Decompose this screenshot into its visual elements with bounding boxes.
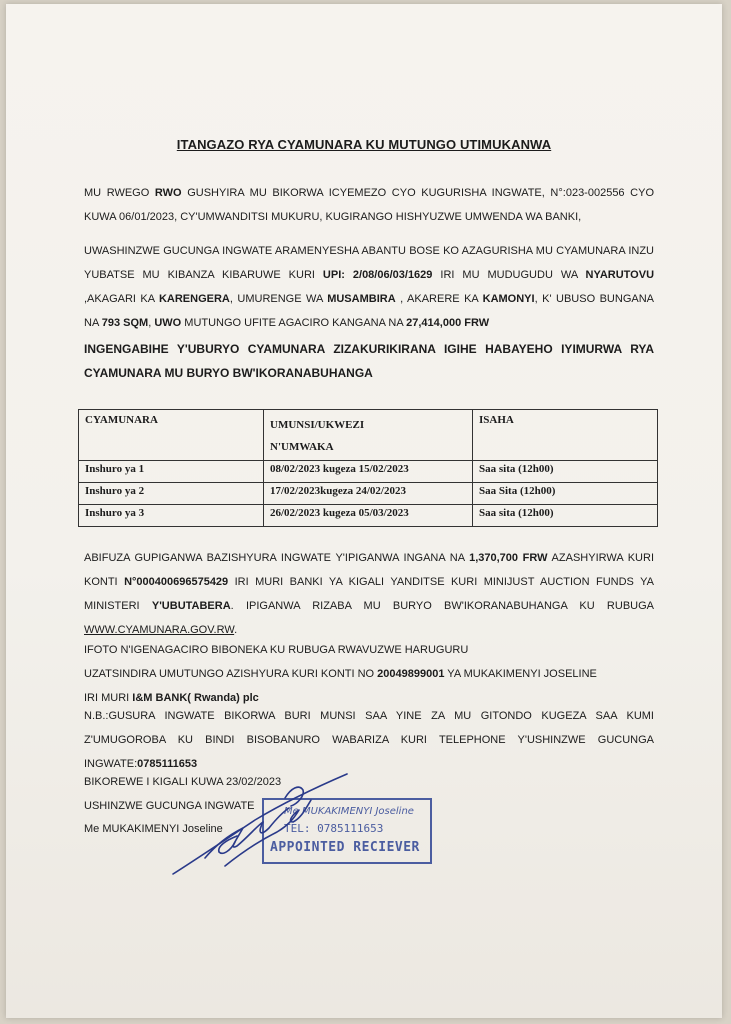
cell-name: KARENGERA (158, 293, 230, 305)
cell-round: Inshuro ya 2 (79, 483, 264, 505)
text: . (234, 624, 238, 636)
bank-name: I&M BANK( Rwanda) plc (132, 692, 259, 704)
text: ,AKAGARI KA (84, 293, 159, 305)
auction-schedule-table (78, 409, 658, 527)
header-date (264, 410, 473, 461)
property-value: 27,414,000 FRW (406, 317, 490, 329)
sector-name: MUSAMBIRA (327, 293, 396, 305)
cell-dates: 08/02/2023 kugeza 15/02/2023 (264, 461, 473, 483)
text-bold: Y'UBUTABERA (151, 600, 231, 612)
text: . IPIGANWA RIZABA MU BURYO BW'IKORANABUHANGA KU RUBUGA (230, 600, 654, 612)
paragraph-visit-note (84, 704, 654, 776)
cell-time: Saa sita (12h00) (473, 461, 658, 483)
cell-time: Saa sita (12h00) (473, 505, 658, 527)
paragraph-property-description (84, 239, 654, 335)
table-row (79, 461, 658, 483)
cell-time: Saa Sita (12h00) (473, 483, 658, 505)
text: , (148, 317, 155, 329)
text: UWASHINZWE GUCUNGA INGWATE ARAMENYESHA ABANTU BOSE KO AZAGURISHA MU CYAMUNARA INZU YUBATSE MU KIBANZA KIBARUWE KURI (84, 245, 654, 281)
header-date-line1: UMUNSI/UKWEZI (270, 419, 365, 431)
signing-date: BIKOREWE I KIGALI KUWA 23/02/2023 (84, 776, 282, 788)
text: IRI MU MUDUGUDU WA (432, 269, 586, 281)
plot-area: 793 SQM (101, 317, 149, 329)
winner-account: 20049899001 (377, 668, 445, 680)
upi-number: UPI: 2/08/06/03/1629 (322, 269, 433, 281)
text: , UMURENGE WA (229, 293, 328, 305)
document-title: ITANGAZO RYA CYAMUNARA KU MUTUNGO UTIMUKANWA (176, 137, 552, 152)
stamp-phone: TEL: 0785111653 (284, 822, 384, 835)
paragraph-photos: IFOTO N'IGENAGACIRO BIBONEKA KU RUBUGA RWAVUZWE HARUGURU (84, 644, 469, 656)
text: UZATSINDIRA UMUTUNGO AZISHYURA KURI KONTI NO (84, 668, 378, 680)
text: AZASHYIRWA KURI KONTI (84, 552, 654, 588)
header-date-line2: N'UMWAKA (270, 441, 334, 453)
paragraph-winner-payment (84, 662, 654, 686)
paragraph-bid-deposit (84, 546, 654, 642)
cell-dates: 17/02/2023kugeza 24/02/2023 (264, 483, 473, 505)
text: ABIFUZA GUPIGANWA BAZISHYURA INGWATE Y'IPIGANWA INGANA NA (84, 552, 470, 564)
paragraph-court-order (84, 181, 654, 229)
text: GUSHYIRA MU BIKORWA ICYEMEZO CYO KUGURISHA INGWATE, N°:023-002556 CYO KUWA 06/01/2023, CY'UMWANDITSI MUKURU, KUGIRANGO HISHYUZWE UMWENDA WA BANKI, (84, 187, 655, 223)
signer-name: Me MUKAKIMENYI Joseline (84, 823, 223, 835)
stamp-title: APPOINTED RECIEVER (270, 840, 420, 855)
text-bold: UWO (154, 317, 182, 329)
header-time: ISAHA (473, 410, 658, 461)
text: IRI MURI (84, 692, 133, 704)
table-row (79, 505, 658, 527)
village-name: NYARUTOVU (585, 269, 655, 281)
signer-role: USHINZWE GUCUNGA INGWATE (84, 800, 255, 812)
text: MU RWEGO (84, 187, 155, 199)
header-cyamunara: CYAMUNARA (79, 410, 264, 461)
handwritten-signature (165, 770, 365, 880)
district-name: KAMONYI (482, 293, 535, 305)
phone-number: 0785111653 (137, 758, 198, 770)
text: MUTUNGO UFITE AGACIRO KANGANA NA (181, 317, 407, 329)
cell-dates: 26/02/2023 kugeza 05/03/2023 (264, 505, 473, 527)
table-row (79, 483, 658, 505)
cell-round: Inshuro ya 1 (79, 461, 264, 483)
website-link[interactable]: WWW.CYAMUNARA.GOV.RW (84, 624, 235, 636)
text: , AKARERE KA (395, 293, 483, 305)
table-header-row (79, 410, 658, 461)
cell-round: Inshuro ya 3 (79, 505, 264, 527)
text: , K' UBUSO BUNGANA NA (84, 293, 654, 329)
deposit-account: N°000400696575429 (124, 576, 229, 588)
text-bold: RWO (154, 187, 182, 199)
paragraph-schedule-heading: INGENGABIHE Y'UBURYO CYAMUNARA ZIZAKURIKIRANA IGIHE HABAYEHO IYIMURWA RYA CYAMUNARA MU BURYO BW'IKORANABUHANGA (84, 342, 654, 380)
text: N.B.:GUSURA INGWATE BIKORWA BURI MUNSI SAA YINE ZA MU GITONDO KUGEZA SAA KUMI Z'UMUGOROBA KU BINDI BISOBANURO WABARIZA KURI TELEPHONE Y'USHINZWE GUCUNGA INGWATE: (84, 710, 654, 770)
stamp-name: Me MUKAKIMENYI Joseline (284, 806, 414, 817)
deposit-amount: 1,370,700 FRW (469, 552, 548, 564)
text: YA MUKAKIMENYI JOSELINE (444, 668, 597, 680)
text: IRI MURI BANKI YA KIGALI YANDITSE KURI MINIJUST AUCTION FUNDS YA MINISTERI (84, 576, 654, 612)
